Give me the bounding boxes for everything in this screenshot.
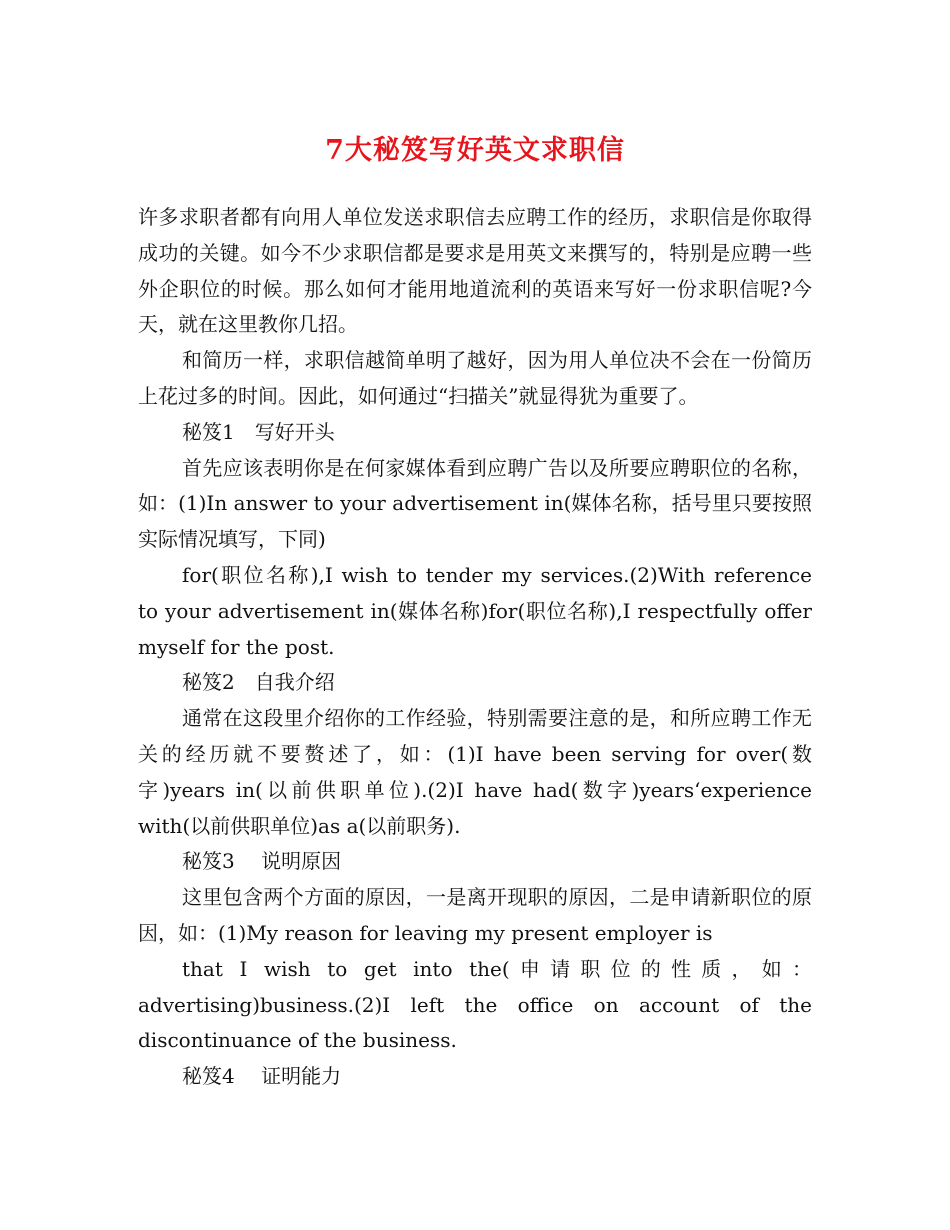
document-title: 7大秘笈写好英文求职信 (325, 135, 625, 166)
section-heading-2: 秘笈2 自我介绍 (182, 670, 335, 695)
document-body (138, 200, 812, 1095)
intro-paragraph: 许多求职者都有向用人单位发送求职信去应聘工作的经历，求职信是你取得成功的关键。如今不少求职信都是要求是用英文来撰写的，特别是应聘一些外企职位的时候。那么如何才能用地道流利的英语来写好一份求职信呢?今天，就在这里教你几招。 (138, 205, 812, 337)
section-text-2a: 通常在这段里介绍你的工作经验，特别需要注意的是，和所应聘工作无关的经历就不要赘述了，如：(1)I have been serving for over(数字)years in(以前供职单位).(2)I have had(数字)years‘experience with(以前供职单位)as a(以前职务). (138, 706, 812, 838)
section-text-3b: that I wish to get into the(申请职位的性质，如：advertising)business.(2)I left the office on account of the discontinuance of the business. (138, 956, 812, 1053)
intro-paragraph-2: 和简历一样，求职信越简单明了越好，因为用人单位决不会在一份简历上花过多的时间。因此，如何通过“扫描关”就显得犹为重要了。 (138, 348, 812, 408)
section-heading-4: 秘笈4 证明能力 (182, 1064, 342, 1089)
section-text-1b: for(职位名称),I wish to tender my services.(2)With reference to your advertisement in(媒体名称)for(职位名称),I respectfully offer myself for the post. (138, 562, 812, 659)
section-heading-3: 秘笈3 说明原因 (182, 849, 342, 874)
section-heading-1: 秘笈1 写好开头 (182, 419, 335, 444)
section-text-3a: 这里包含两个方面的原因，一是离开现职的原因，二是申请新职位的原因，如：(1)My reason for leaving my present employer is (138, 885, 812, 945)
section-text-1a: 首先应该表明你是在何家媒体看到应聘广告以及所要应聘职位的名称，如：(1)In answer to your advertisement in(媒体名称，括号里只要按照实际情况填写，下同) (138, 455, 812, 552)
